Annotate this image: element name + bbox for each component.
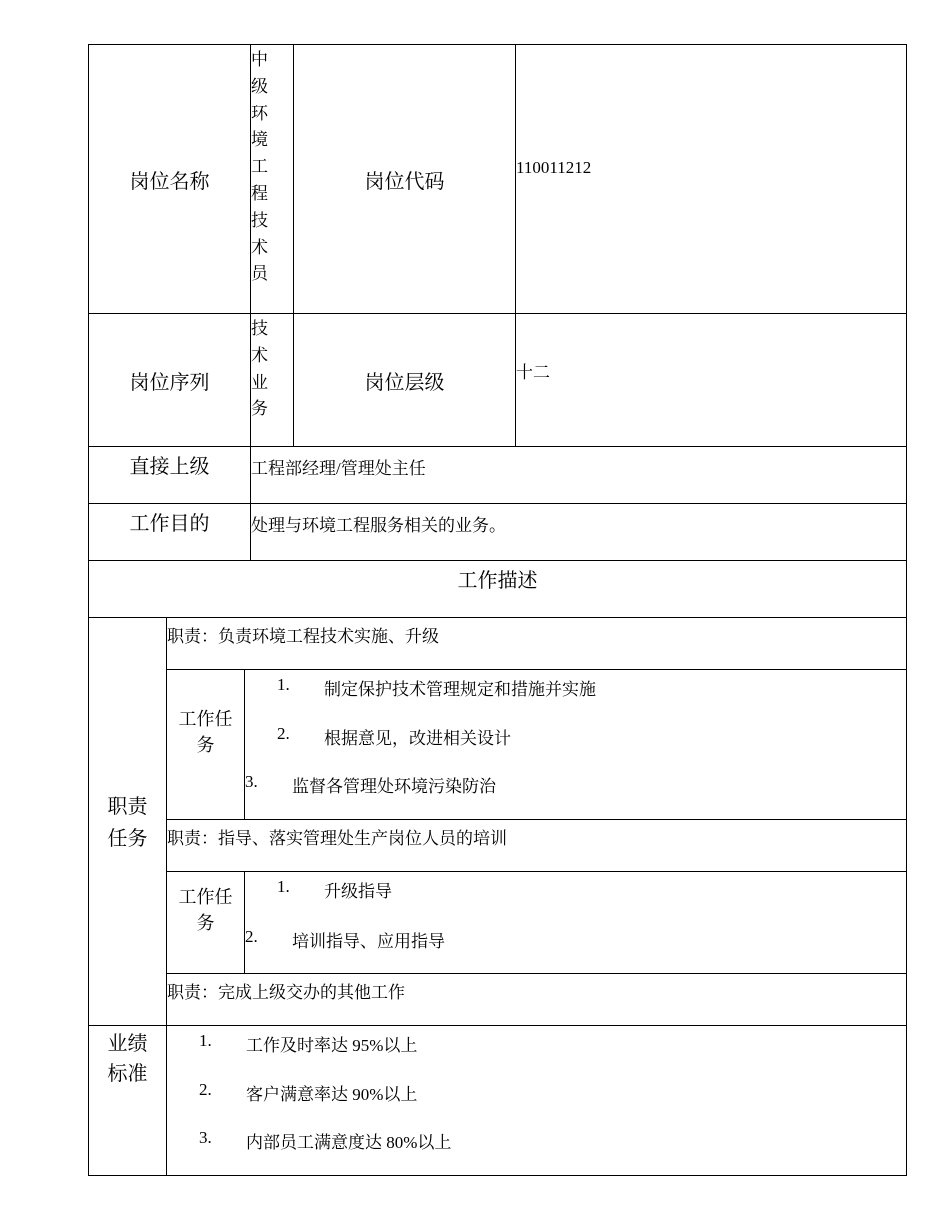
performance-text: 客户满意率达 90%以上 xyxy=(246,1085,418,1104)
duties-section-label-text: 职责任务 xyxy=(107,793,148,850)
task-text: 监督各管理处环境污染防治 xyxy=(292,777,496,796)
supervisor-value: 工程部经理/管理处主任 xyxy=(251,459,426,478)
purpose-value: 处理与环境工程服务相关的业务。 xyxy=(251,516,506,535)
row-divider xyxy=(166,871,907,872)
task-label-text: 工作任务 xyxy=(178,887,233,933)
supervisor-label: 直接上级 xyxy=(129,453,210,478)
performance-number: 2. xyxy=(199,1080,212,1099)
performance-text: 工作及时率达 95%以上 xyxy=(246,1036,418,1055)
row-divider xyxy=(166,819,907,820)
performance-number: 3. xyxy=(199,1128,212,1147)
position-series-value: 技术业务 xyxy=(251,319,268,419)
task-text: 根据意见，改进相关设计 xyxy=(324,729,511,748)
column-divider xyxy=(244,871,245,973)
position-level-label: 岗位层级 xyxy=(364,369,445,394)
task-number: 2. xyxy=(245,927,258,946)
performance-number: 1. xyxy=(199,1031,212,1050)
column-divider xyxy=(515,44,516,446)
task-label xyxy=(167,706,244,758)
task-text: 升级指导 xyxy=(324,882,392,901)
duties-section-label xyxy=(89,618,166,1025)
table-border-bottom xyxy=(88,1175,907,1176)
purpose-label: 工作目的 xyxy=(129,510,210,535)
task-number: 1. xyxy=(277,675,290,694)
task-text: 培训指导、应用指导 xyxy=(292,932,445,951)
row-divider xyxy=(88,617,907,618)
task-label-text: 工作任务 xyxy=(178,709,233,755)
description-title: 工作描述 xyxy=(457,567,538,592)
position-level-value: 十二 xyxy=(516,363,550,382)
column-divider xyxy=(244,669,245,819)
performance-label-text: 业绩标准 xyxy=(107,1031,148,1085)
duty-title: 职责：完成上级交办的其他工作 xyxy=(167,983,405,1002)
task-number: 3. xyxy=(245,772,258,791)
position-name-value: 中级环境工程技术员 xyxy=(251,50,268,284)
task-label xyxy=(167,884,244,936)
task-number: 2. xyxy=(277,724,290,743)
row-divider xyxy=(166,973,907,974)
row-divider xyxy=(88,1025,907,1026)
duty-title: 职责：指导、落实管理处生产岗位人员的培训 xyxy=(167,829,507,848)
task-number: 1. xyxy=(277,877,290,896)
position-code-label: 岗位代码 xyxy=(364,168,445,193)
table-border-right xyxy=(906,44,907,1176)
duty-title: 职责：负责环境工程技术实施、升级 xyxy=(167,627,439,646)
performance-label xyxy=(89,1028,166,1092)
performance-text: 内部员工满意度达 80%以上 xyxy=(246,1133,452,1152)
position-series-label: 岗位序列 xyxy=(129,369,210,394)
row-divider xyxy=(166,669,907,670)
position-name-label: 岗位名称 xyxy=(129,168,210,193)
task-text: 制定保护技术管理规定和措施并实施 xyxy=(324,680,596,699)
position-code-value: 110011212 xyxy=(516,158,592,177)
